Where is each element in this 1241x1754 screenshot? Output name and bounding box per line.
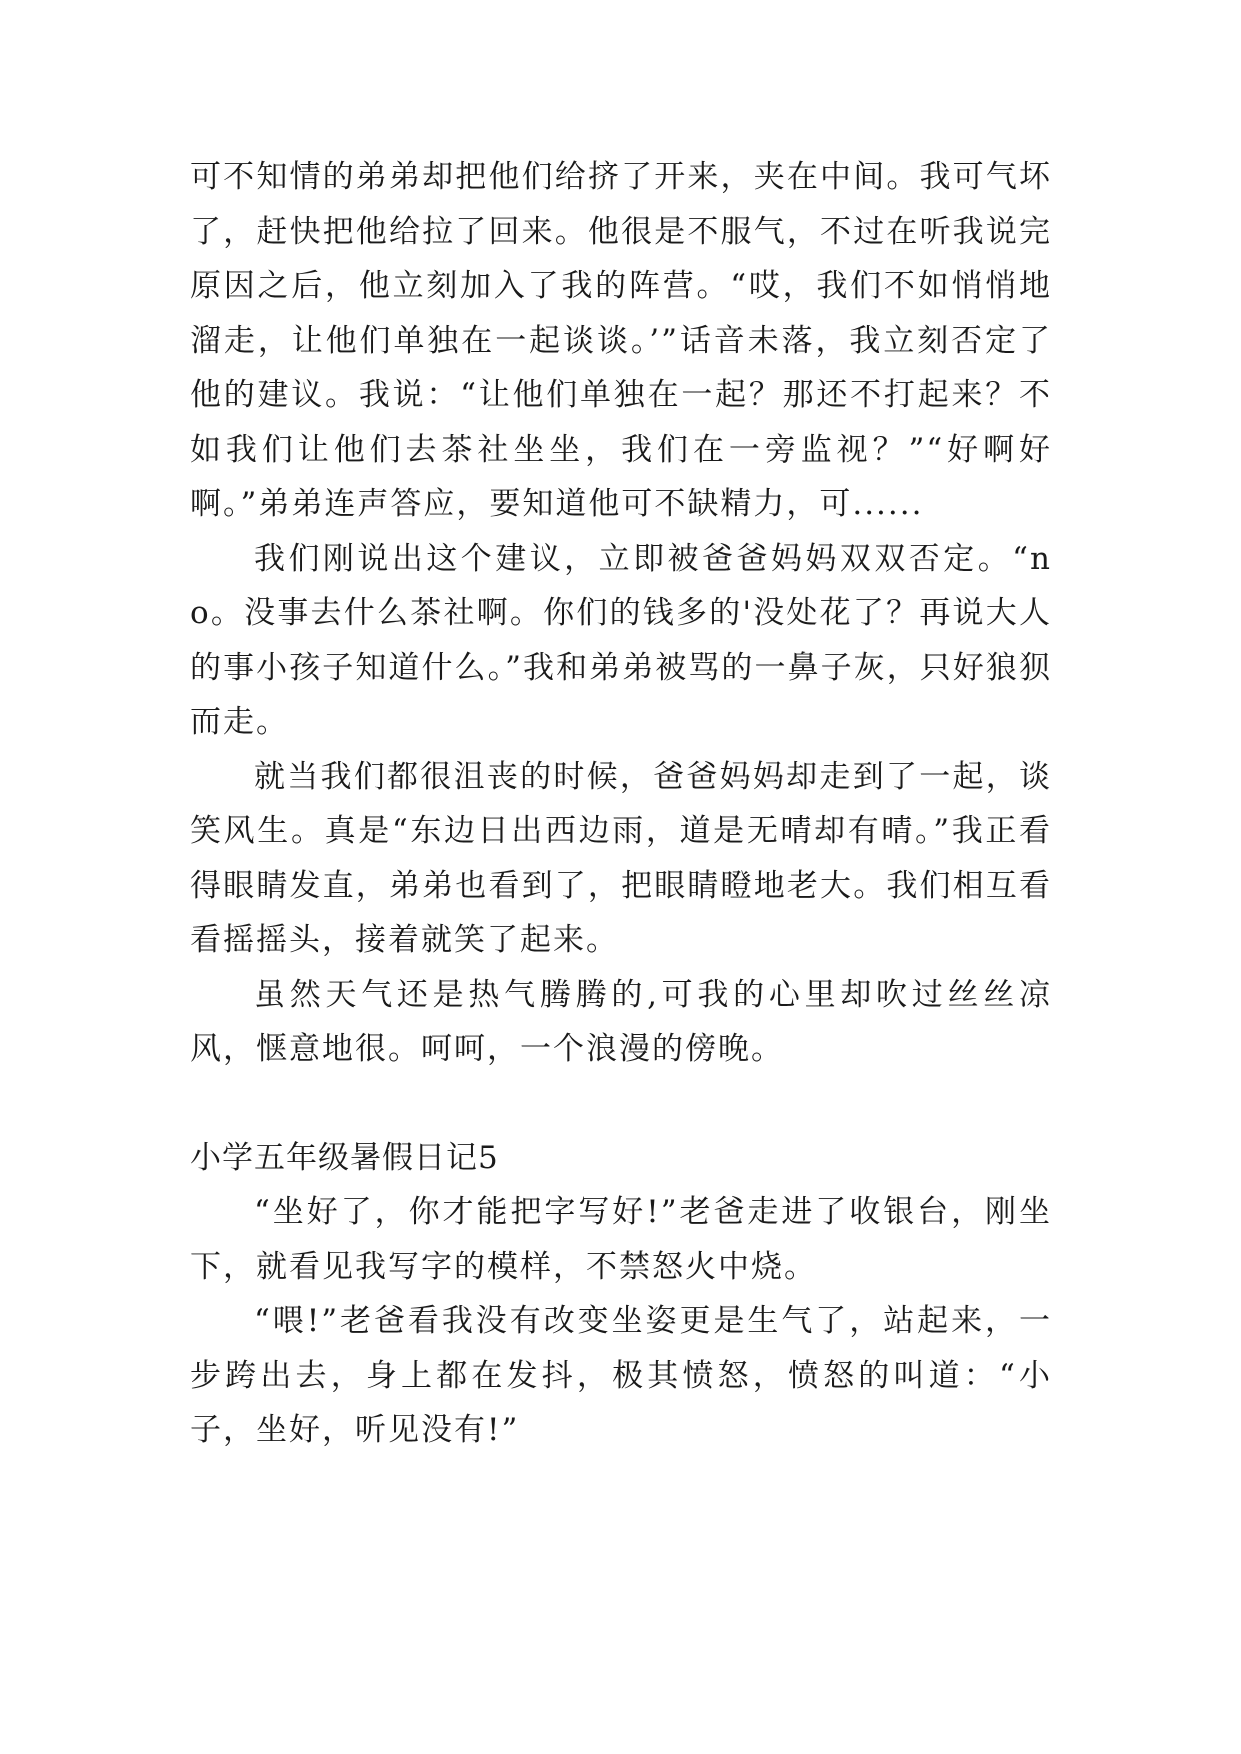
paragraph-3: 就当我们都很沮丧的时候，爸爸妈妈却走到了一起，谈笑风生。真是“东边日出西边雨，道是无晴却有晴。”我正看得眼睛发直，弟弟也看到了，把眼睛瞪地老大。我们相互看看摇摇头，接着就笑了起来。 <box>190 758 1052 958</box>
paragraph-1: 可不知情的弟弟却把他们给挤了开来，夹在中间。我可气坏了，赶快把他给拉了回来。他很是不服气，不过在听我说完原因之后，他立刻加入了我的阵营。“哎，我们不如悄悄地溜走，让他们单独在一起谈谈。’”话音未落，我立刻否定了他的建议。我说：“让他们单独在一起？那还不打起来？不如我们让他们去茶社坐坐，我们在一旁监视？”“好啊好啊。”弟弟连声答应，要知道他可不缺精力，可...... <box>190 159 1052 522</box>
paragraph-6: “喂!”老爸看我没有改变坐姿更是生气了，站起来，一步跨出去，身上都在发抖，极其愤怒，愤怒的叫道：“小子，坐好，听见没有!” <box>190 1303 1052 1448</box>
paragraph-2: 我们刚说出这个建议，立即被爸爸妈妈双双否定。“no。没事去什么茶社啊。你们的钱多的'没处花了？再说大人的事小孩子知道什么。”我和弟弟被骂的一鼻子灰，只好狼狈而走。 <box>190 540 1052 740</box>
document-page <box>190 150 1052 1458</box>
section-title: 小学五年级暑假日记5 <box>190 1139 499 1176</box>
paragraph-5: “坐好了，你才能把字写好!”老爸走进了收银台，刚坐下，就看见我写字的模样，不禁怒火中烧。 <box>190 1194 1052 1285</box>
paragraph-4: 虽然天气还是热气腾腾的,可我的心里却吹过丝丝凉风，惬意地很。呵呵，一个浪漫的傍晚。 <box>190 976 1052 1067</box>
